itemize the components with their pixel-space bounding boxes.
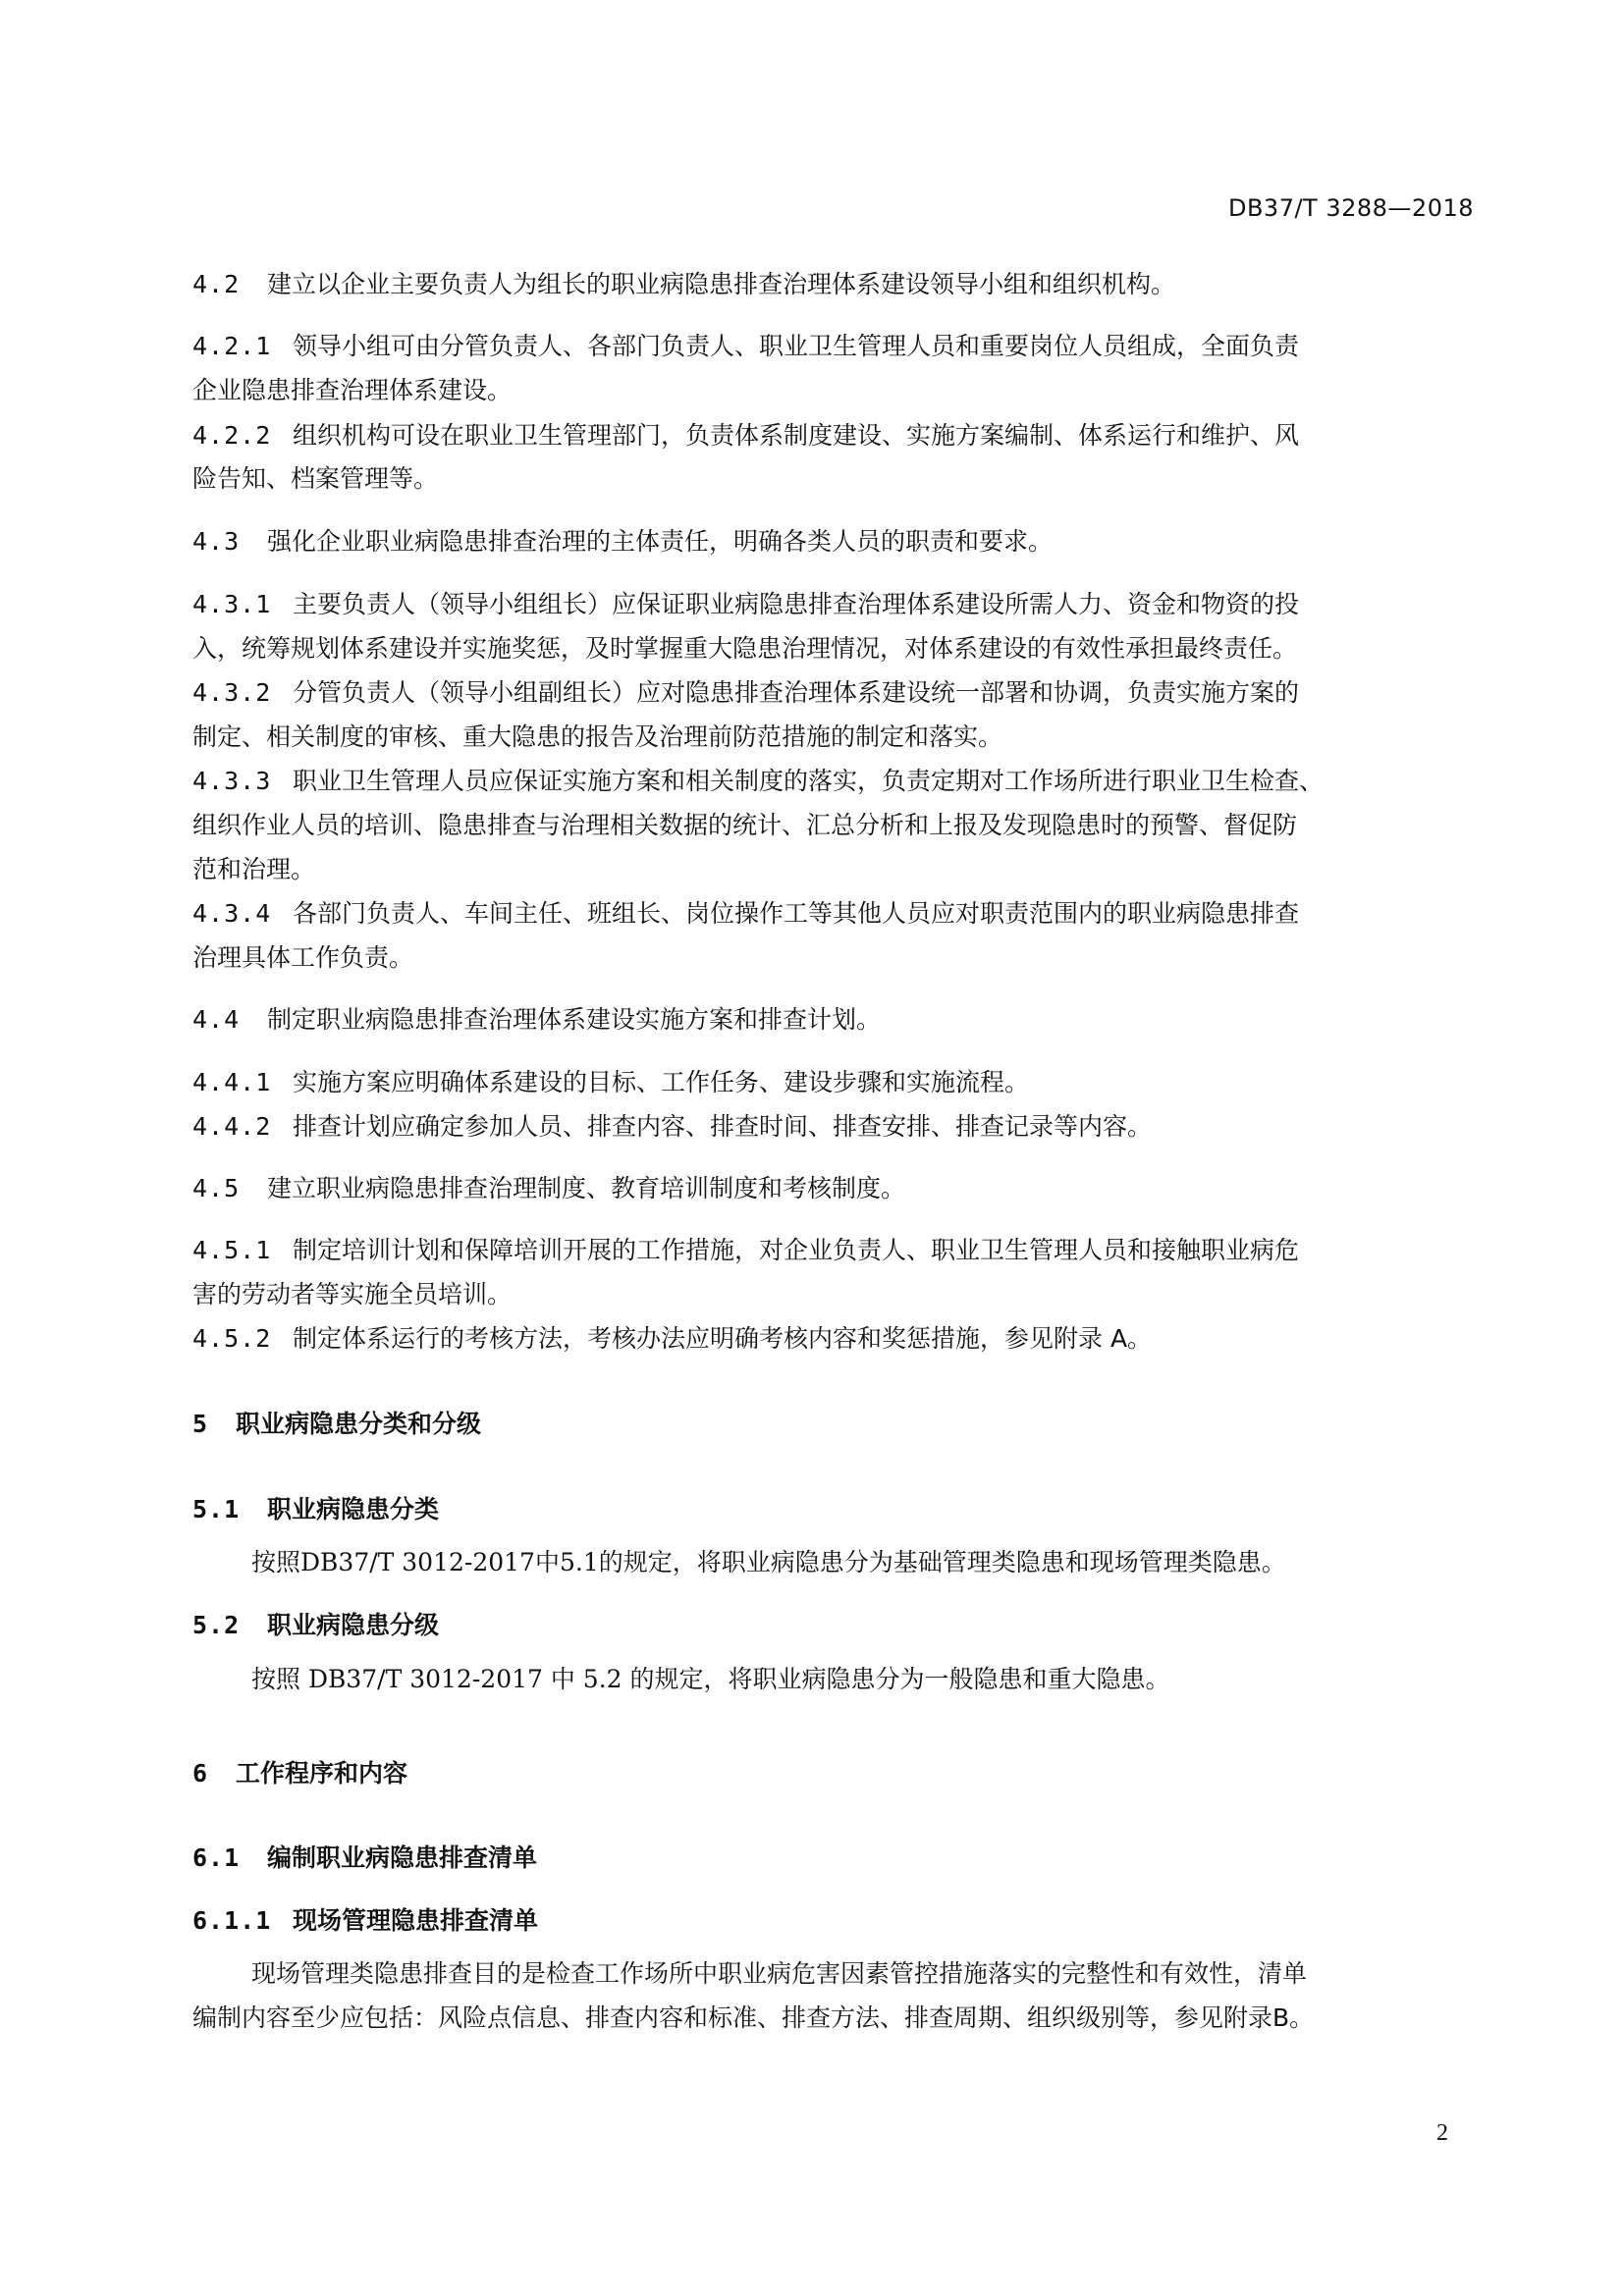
clause-continuation: 企业隐患排查治理体系建设。 <box>192 376 513 404</box>
clause-text: 组织机构可设在职业卫生管理部门，负责体系制度建设、实施方案编制、体系运行和维护、风 <box>293 421 1300 450</box>
clause-continuation: 治理具体工作负责。 <box>192 943 414 972</box>
section-number: 6 <box>192 1759 209 1788</box>
clause-4-4-2 <box>192 1107 1152 1143</box>
paragraph: 按照 DB37/T 3012-2017 中 5.2 的规定，将职业病隐患分为一般隐患和重大隐患。 <box>251 1665 1170 1693</box>
clause-number: 4.3 <box>192 527 241 556</box>
clause-4-4 <box>192 1000 881 1036</box>
clause-4-2-1 <box>192 327 1299 362</box>
section-number: 5 <box>192 1410 209 1438</box>
clause-continuation: 制定、相关制度的审核、重大隐患的报告及治理前防范措施的制定和落实。 <box>192 722 1003 751</box>
clause-text: 各部门负责人、车间主任、班组长、岗位操作工等其他人员应对职责范围内的职业病隐患排查 <box>293 899 1300 928</box>
subsection-number: 6.1.1 <box>192 1906 272 1935</box>
clause-continuation: 害的劳动者等实施全员培训。 <box>192 1280 513 1308</box>
clause-text: 制定培训计划和保障培训开展的工作措施，对企业负责人、职业卫生管理人员和接触职业病危 <box>293 1236 1300 1264</box>
clause-text: 建立以企业主要负责人为组长的职业病隐患排查治理体系建设领导小组和组织机构。 <box>267 270 1176 298</box>
clause-number: 4.4.1 <box>192 1068 272 1096</box>
paragraph: 现场管理类隐患排查目的是检查工作场所中职业病危害因素管控措施落实的完整性和有效性，清单 <box>251 1959 1308 1988</box>
clause-continuation: 入，统筹规划体系建设并实施奖惩，及时掌握重大隐患治理情况，对体系建设的有效性承担最终责任。 <box>192 634 1298 663</box>
clause-4-3 <box>192 522 1053 558</box>
clause-number: 4.5.1 <box>192 1236 272 1264</box>
clause-text: 排查计划应确定参加人员、排查内容、排查时间、排查安排、排查记录等内容。 <box>293 1112 1153 1141</box>
clause-text: 主要负责人（领导小组组长）应保证职业病隐患排查治理体系建设所需人力、资金和物资的投 <box>293 590 1300 618</box>
clause-4-2-2 <box>192 416 1299 452</box>
clause-text: 实施方案应明确体系建设的目标、工作任务、建设步骤和实施流程。 <box>293 1068 1030 1096</box>
subsection-number: 5.1 <box>192 1495 241 1523</box>
clause-4-3-3 <box>192 762 1324 797</box>
clause-text: 制定体系运行的考核方法，考核办法应明确考核内容和奖惩措施，参见附录 A。 <box>293 1324 1153 1353</box>
clause-text: 分管负责人（领导小组副组长）应对隐患排查治理体系建设统一部署和协调，负责实施方案的 <box>293 678 1300 707</box>
clause-number: 4.4 <box>192 1005 241 1034</box>
subsection-number: 6.1 <box>192 1843 241 1872</box>
clause-number: 4.5 <box>192 1174 241 1202</box>
clause-text: 职业卫生管理人员应保证实施方案和相关制度的落实，负责定期对工作场所进行职业卫生检查、 <box>293 767 1325 795</box>
clause-text: 领导小组可由分管负责人、各部门负责人、职业卫生管理人员和重要岗位人员组成，全面负责 <box>293 332 1300 360</box>
clause-number: 4.3.2 <box>192 678 272 707</box>
subsection-5-1-heading <box>192 1490 439 1525</box>
clause-4-4-1 <box>192 1063 1029 1098</box>
subsection-title: 职业病隐患分级 <box>267 1611 440 1639</box>
clause-4-3-2 <box>192 673 1299 709</box>
paragraph: 按照DB37/T 3012-2017中5.1的规定，将职业病隐患分为基础管理类隐患和现场管理类隐患。 <box>251 1548 1286 1576</box>
section-6-heading <box>192 1754 407 1789</box>
clause-4-5-2 <box>192 1319 1152 1355</box>
clause-number: 4.2.2 <box>192 421 272 450</box>
clause-number: 4.2.1 <box>192 332 272 360</box>
clause-text: 建立职业病隐患排查治理制度、教育培训制度和考核制度。 <box>267 1174 906 1202</box>
clause-4-3-1 <box>192 585 1299 620</box>
clause-text: 强化企业职业病隐患排查治理的主体责任，明确各类人员的职责和要求。 <box>267 527 1054 556</box>
clause-number: 4.4.2 <box>192 1112 272 1141</box>
page-number: 2 <box>1436 2120 1448 2146</box>
subsection-title: 编制职业病隐患排查清单 <box>267 1843 538 1872</box>
clause-continuation: 组织作业人员的培训、隐患排查与治理相关数据的统计、汇总分析和上报及发现隐患时的预警、督促防 <box>192 811 1298 839</box>
clause-number: 4.3.3 <box>192 767 272 795</box>
subsection-title: 现场管理隐患排查清单 <box>293 1906 539 1935</box>
subsection-6-1-heading <box>192 1839 537 1874</box>
clause-number: 4.2 <box>192 270 241 298</box>
subsection-5-2-heading <box>192 1606 439 1641</box>
section-title: 工作程序和内容 <box>236 1759 408 1788</box>
clause-continuation: 险告知、档案管理等。 <box>192 464 439 493</box>
clause-4-5 <box>192 1169 905 1204</box>
clause-4-5-1 <box>192 1231 1299 1266</box>
section-title: 职业病隐患分类和分级 <box>236 1410 482 1438</box>
clause-4-2 <box>192 265 1175 300</box>
subsection-number: 5.2 <box>192 1611 241 1639</box>
clause-4-3-4 <box>192 894 1299 930</box>
document-code: DB37/T 3288—2018 <box>1227 194 1474 222</box>
paragraph-continuation: 编制内容至少应包括：风险点信息、排查内容和标准、排查方法、排查周期、组织级别等，参见附录B。 <box>192 2003 1315 2032</box>
clause-number: 4.3.4 <box>192 899 272 928</box>
clause-number: 4.5.2 <box>192 1324 272 1353</box>
subsection-title: 职业病隐患分类 <box>267 1495 440 1523</box>
section-5-heading <box>192 1405 481 1440</box>
clause-text: 制定职业病隐患排查治理体系建设实施方案和排查计划。 <box>267 1005 882 1034</box>
subsection-6-1-1-heading <box>192 1901 538 1937</box>
clause-number: 4.3.1 <box>192 590 272 618</box>
clause-continuation: 范和治理。 <box>192 855 316 883</box>
